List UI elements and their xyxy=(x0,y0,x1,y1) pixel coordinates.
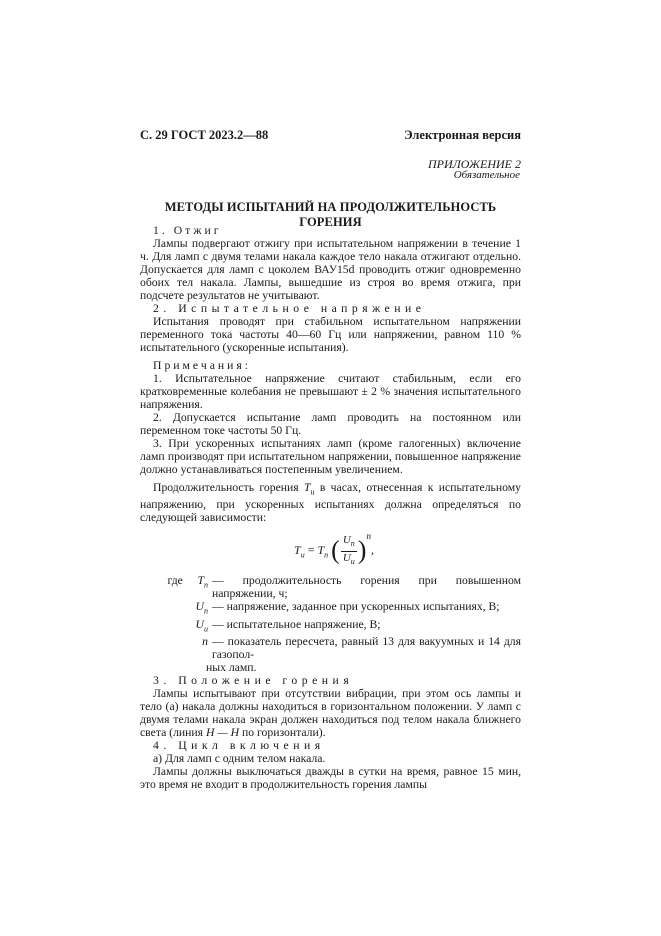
section-4-heading: 4. Цикл включения xyxy=(153,738,325,752)
duration-formula: $T_и = T_п$ ( $\frac{U_п}{U_и}$ )$^n$, xyxy=(294,531,374,566)
formula-definitions xyxy=(140,574,521,674)
definition-row: n — показатель пересчета, равный 13 для вакуумных и 14 для газопол- xyxy=(202,634,521,661)
document-body xyxy=(140,224,521,791)
page-title: МЕТОДЫ ИСПЫТАНИЙ НА ПРОДОЛЖИТЕЛЬНОСТЬ ГОРЕНИЯ xyxy=(164,200,497,229)
formula-open-paren: ( xyxy=(331,536,340,566)
section-2-text: Испытания проводят при стабильном испытательном напряжении переменного тока частоты 40—60 Гц или напряжении, равном 110 % испытательного (ускоренные испытания). xyxy=(140,315,521,354)
note-2: 2. Допускается испытание ламп проводить на постоянном или переменном токе частоты 50 Гц. xyxy=(140,411,521,437)
appendix-label: ПРИЛОЖЕНИЕ 2 xyxy=(428,157,521,171)
definition-row: где $T_п$ — продолжительность горения при повышенном напряжении, ч; xyxy=(167,574,521,601)
duration-text-end: в часах, отнесенная к испытательному напряжению, при ускоренных испытаниях должна определяться по следующей зависимости: xyxy=(140,481,522,525)
definition-row: $U_и$ — испытательное напряжение, В; xyxy=(195,617,381,633)
page-header-left: С. 29 ГОСТ 2023.2—88 xyxy=(140,128,269,142)
formula-close-paren: ) xyxy=(357,536,367,566)
section-3-text: Лампы испытывают при отсутствии вибрации, при этом ось лампы и тело (а) накала должны находиться в горизонтальном положении. У ламп с двумя телами накала экран должен находиться под телом накала ближнего света (линия H — H по горизонтали). xyxy=(140,686,521,739)
appendix-status: Обязательное xyxy=(453,169,520,181)
definition-row: $U_п$ — напряжение, заданное при ускоренных испытаниях, В; xyxy=(195,600,500,616)
notes-heading: Примечания: xyxy=(153,359,252,372)
duration-text-start: Продолжительность горения xyxy=(153,481,299,494)
section-1-text: Лампы подвергают отжигу при испытательном напряжении в течение 1 ч. Для ламп с двумя телами накала каждое тело накала отжигают отдельно. Допускается для ламп с цоколем ВАУ15d проводить отжиг одновременно обоих тел накала. Лампы, вышедшие из строя во время отжига, при подсчете результатов не учитывают. xyxy=(140,237,521,302)
formula-lhs: $T_и$ xyxy=(294,542,305,560)
note-3: 3. При ускоренных испытаниях ламп (кроме галогенных) включение ламп производят при испытательном напряжении, повышенное напряжение должно устанавливаться постепенным увеличением. xyxy=(140,437,521,476)
page-header-right: Электронная версия xyxy=(404,128,521,142)
formula-exponent: n xyxy=(366,531,371,542)
formula-t: $T_п$ xyxy=(317,542,329,560)
note-1: 1. Испытательное напряжение считают стабильным, если его кратковременные колебания не превышают ± 2 % значения испытательного напряжения. xyxy=(140,372,521,411)
formula-equals: = xyxy=(307,542,315,557)
section-2-heading: 2. Испытательное напряжение xyxy=(153,302,426,315)
section-3-heading: 3. Положение горения xyxy=(153,673,354,687)
section-4-item-a: а) Для ламп с одним телом накала. xyxy=(153,751,326,765)
definition-row-continued: ных ламп. xyxy=(206,660,257,674)
formula-fraction: $\frac{U_п}{U_и}$ xyxy=(342,534,355,566)
duration-symbol: $T_и$ xyxy=(303,481,315,497)
section-4-text: Лампы должны выключаться дважды в сутки на время, равное 15 мин, это время не входит в продолжительность горения лампы xyxy=(140,764,521,791)
section-1-heading: 1. Отжиг xyxy=(153,224,222,237)
duration-paragraph xyxy=(140,481,521,524)
